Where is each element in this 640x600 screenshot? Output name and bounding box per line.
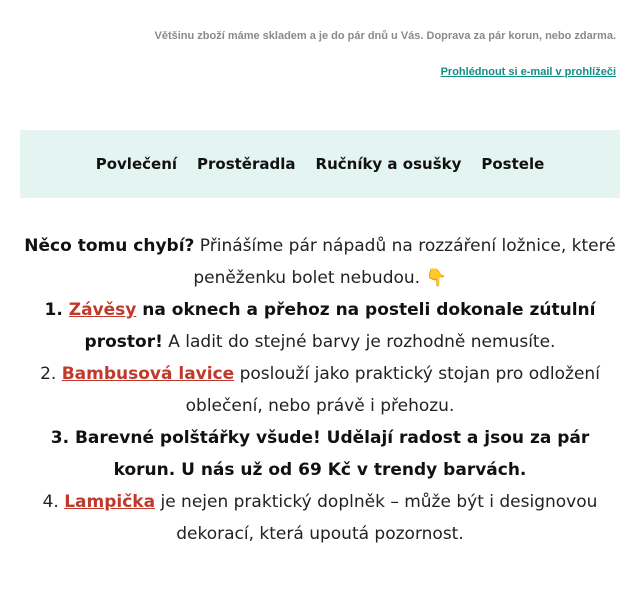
intro-paragraph: [20, 230, 620, 294]
nav-item-prosteradla[interactable]: Prostěradla: [197, 155, 296, 173]
bambusova-lavice-link[interactable]: Bambusová lavice: [61, 364, 235, 384]
zavesy-link[interactable]: Závěsy: [68, 300, 137, 320]
tip-4: [20, 486, 620, 550]
email-body: [20, 230, 620, 550]
tip-3: [20, 422, 620, 486]
pointing-down-icon: 👇: [425, 268, 447, 288]
tip-1: [20, 294, 620, 358]
tip-2-text: poslouží jako praktický stojan pro odložení oblečení, nebo právě i přehozu.: [185, 364, 600, 416]
tip-3-text: 3. Barevné polštářky všude! Udělají radost a jsou za pár korun. U nás už od 69 Kč v trendy barvách.: [50, 428, 590, 480]
tip-2-number: 2.: [40, 364, 62, 384]
tip-1-bold-text: na oknech a přehoz na posteli dokonale zútulní prostor!: [84, 300, 596, 352]
lampicka-link[interactable]: Lampička: [64, 492, 156, 512]
tip-2: [20, 358, 620, 422]
nav-item-rucniky[interactable]: Ručníky a osušky: [315, 155, 462, 173]
preheader-text: Většinu zboží máme skladem a je do pár dnů u Vás. Doprava za pár korun, nebo zdarma.: [154, 30, 616, 42]
view-in-browser-link[interactable]: Prohlédnout si e-mail v prohlížeči: [440, 66, 616, 78]
nav-item-povleceni[interactable]: Povlečení: [95, 155, 178, 173]
category-nav: [20, 130, 620, 198]
tip-4-text: je nejen praktický doplněk – může být i designovou dekorací, která upoutá pozornost.: [155, 492, 598, 544]
intro-heading: Něco tomu chybí?: [24, 236, 195, 256]
tip-4-number: 4.: [42, 492, 65, 512]
intro-text: Přinášíme pár nápadů na rozzáření ložnice, které peněženku bolet nebudou.: [193, 236, 616, 288]
tip-1-number: 1.: [44, 300, 69, 320]
tip-1-text: A ladit do stejné barvy je rozhodně nemusíte.: [162, 332, 556, 352]
nav-item-postele[interactable]: Postele: [481, 155, 545, 173]
